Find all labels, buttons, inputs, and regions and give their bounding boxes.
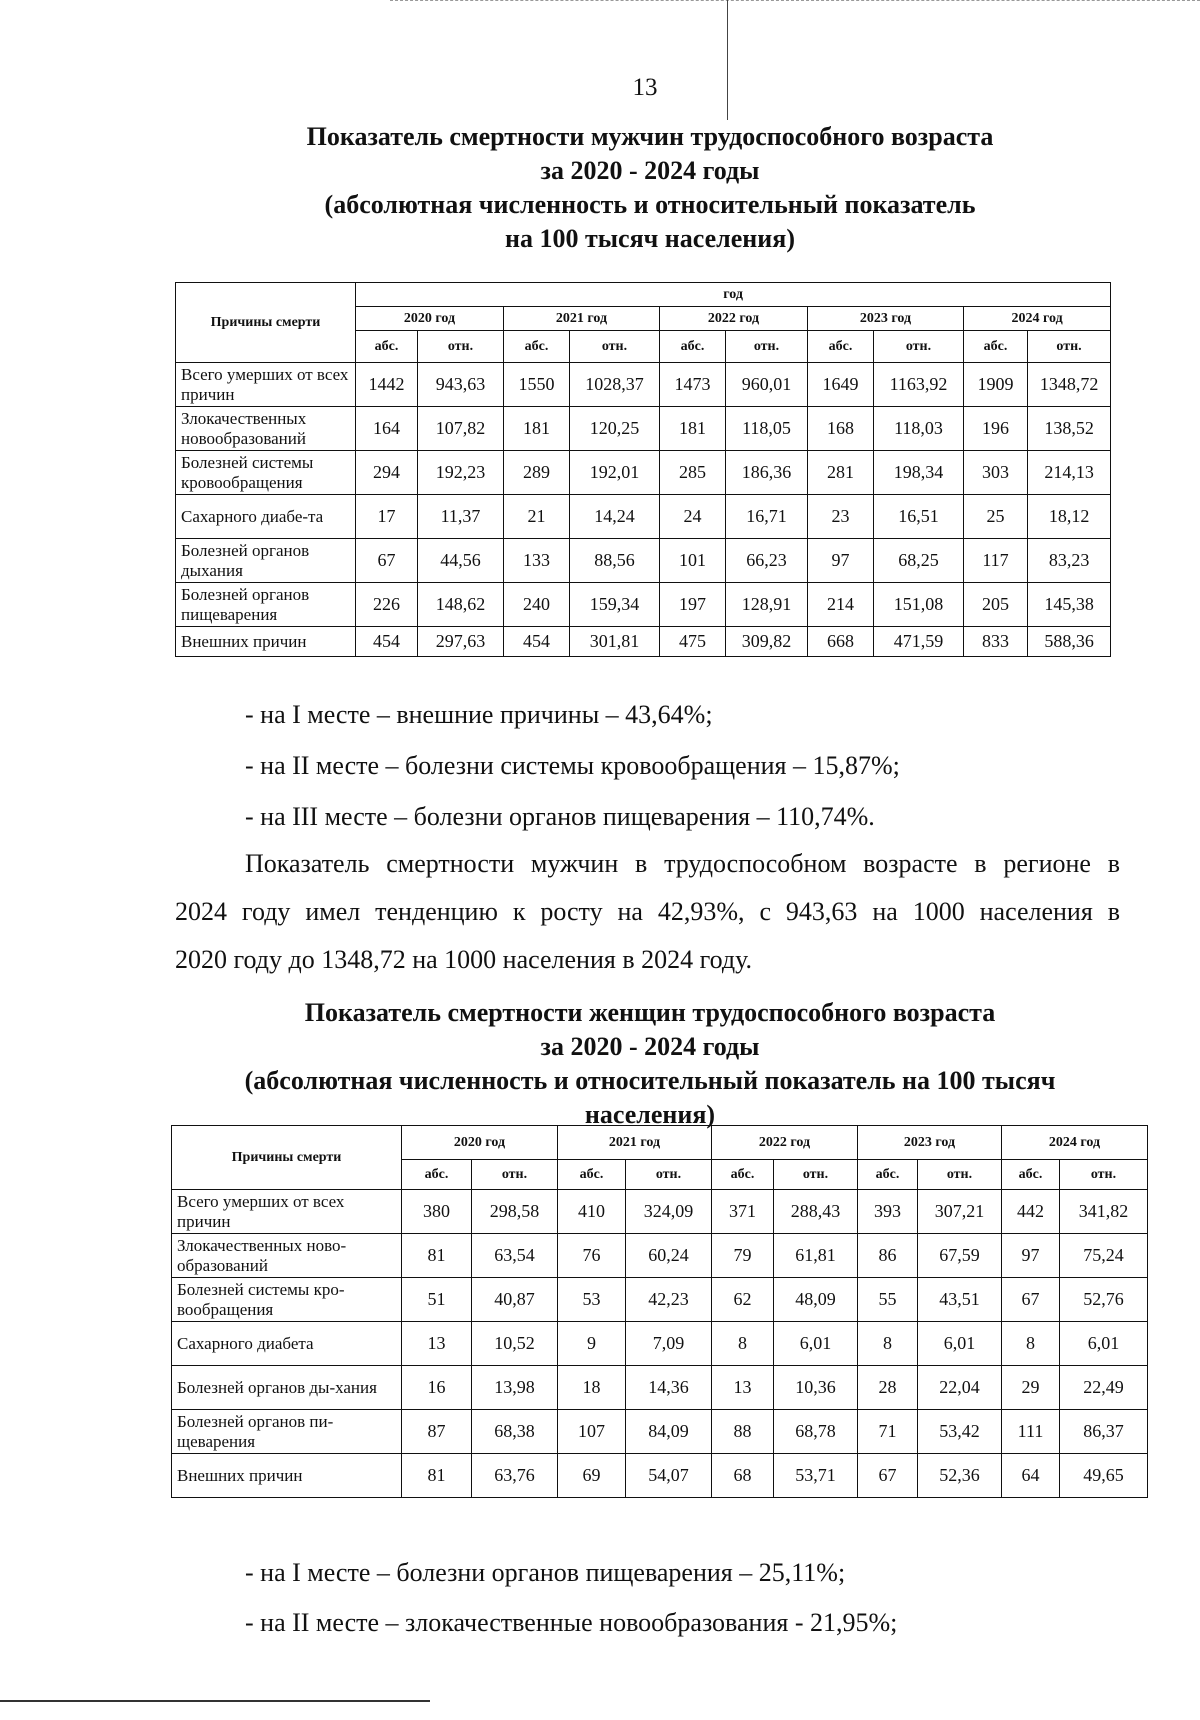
abs-value-cell: 76 (558, 1234, 626, 1278)
cause-header: Причины смерти (176, 283, 356, 363)
abs-value-cell: 1473 (660, 363, 726, 407)
abs-value-cell: 294 (356, 451, 418, 495)
abs-value-cell: 133 (504, 539, 570, 583)
rel-value-cell: 297,63 (418, 627, 504, 657)
cause-cell: Болезней органов дыхания (176, 539, 356, 583)
rel-value-cell: 307,21 (918, 1190, 1002, 1234)
year-header: 2022 год (712, 1126, 858, 1160)
rel-value-cell: 145,38 (1028, 583, 1111, 627)
rel-value-cell: 6,01 (918, 1322, 1002, 1366)
men-summary-paragraph (175, 840, 1120, 984)
rel-value-cell: 52,76 (1060, 1278, 1148, 1322)
year-group-header: год (356, 283, 1111, 307)
table-row (172, 1454, 1148, 1498)
abs-value-cell: 9 (558, 1322, 626, 1366)
table-row (176, 495, 1111, 539)
paragraph-line: Показатель смертности мужчин в трудоспособном возрасте в регионе в (245, 849, 1120, 878)
men-table-title (150, 120, 1150, 256)
abs-value-cell: 107 (558, 1410, 626, 1454)
abs-value-cell: 196 (964, 407, 1028, 451)
rel-subheader: отн. (1028, 331, 1111, 363)
abs-subheader: абс. (808, 331, 874, 363)
rel-value-cell: 214,13 (1028, 451, 1111, 495)
rel-value-cell: 301,81 (570, 627, 660, 657)
year-header: 2021 год (504, 307, 660, 331)
abs-value-cell: 289 (504, 451, 570, 495)
rel-value-cell: 138,52 (1028, 407, 1111, 451)
abs-value-cell: 13 (712, 1366, 774, 1410)
rel-subheader: отн. (726, 331, 808, 363)
abs-value-cell: 371 (712, 1190, 774, 1234)
table-row (176, 627, 1111, 657)
cause-cell: Сахарного диабе-та (176, 495, 356, 539)
rel-value-cell: 1348,72 (1028, 363, 1111, 407)
scan-top-edge (390, 0, 1200, 1)
abs-value-cell: 67 (858, 1454, 918, 1498)
rel-value-cell: 68,25 (874, 539, 964, 583)
abs-value-cell: 240 (504, 583, 570, 627)
rel-value-cell: 118,03 (874, 407, 964, 451)
abs-value-cell: 13 (402, 1322, 472, 1366)
rel-value-cell: 198,34 (874, 451, 964, 495)
abs-value-cell: 16 (402, 1366, 472, 1410)
abs-value-cell: 197 (660, 583, 726, 627)
rel-value-cell: 151,08 (874, 583, 964, 627)
cause-cell: Болезней органов ды-хания (172, 1366, 402, 1410)
cause-header: Причины смерти (172, 1126, 402, 1190)
page-number: 13 (632, 74, 658, 101)
abs-value-cell: 380 (402, 1190, 472, 1234)
rel-value-cell: 44,56 (418, 539, 504, 583)
women-title-line: (абсолютная численность и относительный показатель на 100 тысяч (244, 1066, 1056, 1095)
cause-cell: Злокачественных новообразований (176, 407, 356, 451)
rel-value-cell: 7,09 (626, 1322, 712, 1366)
rel-value-cell: 40,87 (472, 1278, 558, 1322)
rel-value-cell: 54,07 (626, 1454, 712, 1498)
abs-value-cell: 303 (964, 451, 1028, 495)
rel-value-cell: 88,56 (570, 539, 660, 583)
abs-value-cell: 81 (402, 1454, 472, 1498)
abs-value-cell: 8 (858, 1322, 918, 1366)
abs-value-cell: 1649 (808, 363, 874, 407)
abs-value-cell: 29 (1002, 1366, 1060, 1410)
cause-cell: Болезней системы кро-вообращения (172, 1278, 402, 1322)
rel-value-cell: 309,82 (726, 627, 808, 657)
abs-value-cell: 226 (356, 583, 418, 627)
abs-value-cell: 64 (1002, 1454, 1060, 1498)
year-header: 2023 год (808, 307, 964, 331)
men-mortality-table (175, 282, 1111, 657)
rel-value-cell: 63,54 (472, 1234, 558, 1278)
rel-value-cell: 288,43 (774, 1190, 858, 1234)
table-row (176, 583, 1111, 627)
rel-subheader: отн. (418, 331, 504, 363)
abs-value-cell: 18 (558, 1366, 626, 1410)
paragraph-line: 2024 году имел тенденцию к росту на 42,93%, с 943,63 на 1000 населения в (175, 897, 1120, 926)
rel-value-cell: 43,51 (918, 1278, 1002, 1322)
abs-subheader: абс. (356, 331, 418, 363)
cause-cell: Злокачественных ново-образований (172, 1234, 402, 1278)
men-rank-1: - на I месте – внешние причины – 43,64%; (245, 700, 713, 729)
rel-value-cell: 86,37 (1060, 1410, 1148, 1454)
rel-subheader: отн. (1060, 1160, 1148, 1190)
rel-value-cell: 14,36 (626, 1366, 712, 1410)
rel-value-cell: 159,34 (570, 583, 660, 627)
table-row (176, 363, 1111, 407)
men-title-line: на 100 тысяч населения) (504, 224, 795, 253)
abs-value-cell: 51 (402, 1278, 472, 1322)
abs-value-cell: 55 (858, 1278, 918, 1322)
table-row (172, 1234, 1148, 1278)
rel-value-cell: 107,82 (418, 407, 504, 451)
abs-value-cell: 1550 (504, 363, 570, 407)
rel-value-cell: 1028,37 (570, 363, 660, 407)
abs-value-cell: 442 (1002, 1190, 1060, 1234)
year-header: 2024 год (1002, 1126, 1148, 1160)
rel-value-cell: 943,63 (418, 363, 504, 407)
rel-value-cell: 16,51 (874, 495, 964, 539)
abs-value-cell: 68 (712, 1454, 774, 1498)
abs-value-cell: 69 (558, 1454, 626, 1498)
rel-value-cell: 83,23 (1028, 539, 1111, 583)
rel-value-cell: 298,58 (472, 1190, 558, 1234)
rel-value-cell: 10,52 (472, 1322, 558, 1366)
rel-value-cell: 120,25 (570, 407, 660, 451)
cause-cell: Сахарного диабета (172, 1322, 402, 1366)
abs-subheader: абс. (858, 1160, 918, 1190)
year-header: 2022 год (660, 307, 808, 331)
rel-value-cell: 192,23 (418, 451, 504, 495)
rel-value-cell: 53,71 (774, 1454, 858, 1498)
abs-value-cell: 833 (964, 627, 1028, 657)
abs-value-cell: 1442 (356, 363, 418, 407)
men-rank-3: - на III месте – болезни органов пищеварения – 110,74%. (245, 802, 875, 831)
rel-value-cell: 14,24 (570, 495, 660, 539)
women-mortality-table (171, 1125, 1148, 1498)
rel-value-cell: 68,38 (472, 1410, 558, 1454)
year-header: 2020 год (402, 1126, 558, 1160)
women-title-line: за 2020 - 2024 годы (540, 1032, 760, 1061)
abs-value-cell: 8 (1002, 1322, 1060, 1366)
abs-value-cell: 79 (712, 1234, 774, 1278)
cause-cell: Болезней органов пищеварения (176, 583, 356, 627)
abs-value-cell: 17 (356, 495, 418, 539)
abs-subheader: абс. (402, 1160, 472, 1190)
abs-value-cell: 454 (356, 627, 418, 657)
rel-value-cell: 128,91 (726, 583, 808, 627)
table-row (176, 451, 1111, 495)
table-row (172, 1278, 1148, 1322)
paragraph-line: 2020 году до 1348,72 на 1000 населения в 2024 году. (175, 945, 753, 974)
abs-value-cell: 393 (858, 1190, 918, 1234)
table-row (176, 539, 1111, 583)
cause-cell: Болезней системы кровообращения (176, 451, 356, 495)
rel-value-cell: 960,01 (726, 363, 808, 407)
year-header: 2023 год (858, 1126, 1002, 1160)
rel-value-cell: 48,09 (774, 1278, 858, 1322)
men-rank-2: - на II месте – болезни системы кровообращения – 15,87%; (245, 751, 900, 780)
abs-subheader: абс. (660, 331, 726, 363)
rel-value-cell: 11,37 (418, 495, 504, 539)
rel-value-cell: 118,05 (726, 407, 808, 451)
scan-fold-line (727, 0, 728, 120)
rel-value-cell: 13,98 (472, 1366, 558, 1410)
women-title-line: населения) (584, 1100, 716, 1129)
rel-value-cell: 22,49 (1060, 1366, 1148, 1410)
rel-subheader: отн. (570, 331, 660, 363)
rel-value-cell: 22,04 (918, 1366, 1002, 1410)
abs-subheader: абс. (712, 1160, 774, 1190)
rel-value-cell: 66,23 (726, 539, 808, 583)
abs-value-cell: 62 (712, 1278, 774, 1322)
rel-subheader: отн. (472, 1160, 558, 1190)
cause-cell: Болезней органов пи-щеварения (172, 1410, 402, 1454)
rel-subheader: отн. (874, 331, 964, 363)
abs-value-cell: 53 (558, 1278, 626, 1322)
rel-value-cell: 84,09 (626, 1410, 712, 1454)
abs-value-cell: 23 (808, 495, 874, 539)
table-row (172, 1190, 1148, 1234)
women-rank-1: - на I месте – болезни органов пищеварения – 25,11%; (245, 1558, 846, 1587)
abs-value-cell: 28 (858, 1366, 918, 1410)
rel-value-cell: 471,59 (874, 627, 964, 657)
rel-value-cell: 10,36 (774, 1366, 858, 1410)
abs-value-cell: 87 (402, 1410, 472, 1454)
women-title-line: Показатель смертности женщин трудоспособного возраста (304, 998, 996, 1027)
cause-cell: Всего умерших от всех причин (172, 1190, 402, 1234)
rel-value-cell: 75,24 (1060, 1234, 1148, 1278)
rel-value-cell: 6,01 (774, 1322, 858, 1366)
cause-cell: Внешних причин (172, 1454, 402, 1498)
rel-subheader: отн. (774, 1160, 858, 1190)
abs-subheader: абс. (1002, 1160, 1060, 1190)
abs-value-cell: 67 (356, 539, 418, 583)
women-rank-2: - на II месте – злокачественные новообразования - 21,95%; (245, 1608, 898, 1637)
table-row (176, 407, 1111, 451)
rel-value-cell: 68,78 (774, 1410, 858, 1454)
abs-value-cell: 214 (808, 583, 874, 627)
rel-value-cell: 1163,92 (874, 363, 964, 407)
rel-value-cell: 6,01 (1060, 1322, 1148, 1366)
year-header: 2024 год (964, 307, 1111, 331)
table-row (172, 1322, 1148, 1366)
rel-value-cell: 341,82 (1060, 1190, 1148, 1234)
abs-value-cell: 475 (660, 627, 726, 657)
rel-value-cell: 16,71 (726, 495, 808, 539)
table-row (172, 1410, 1148, 1454)
rel-value-cell: 63,76 (472, 1454, 558, 1498)
abs-value-cell: 67 (1002, 1278, 1060, 1322)
abs-value-cell: 88 (712, 1410, 774, 1454)
abs-value-cell: 86 (858, 1234, 918, 1278)
rel-value-cell: 148,62 (418, 583, 504, 627)
abs-value-cell: 181 (504, 407, 570, 451)
rel-value-cell: 53,42 (918, 1410, 1002, 1454)
rel-value-cell: 49,65 (1060, 1454, 1148, 1498)
abs-value-cell: 281 (808, 451, 874, 495)
rel-value-cell: 67,59 (918, 1234, 1002, 1278)
abs-value-cell: 1909 (964, 363, 1028, 407)
rel-value-cell: 192,01 (570, 451, 660, 495)
rel-value-cell: 60,24 (626, 1234, 712, 1278)
abs-value-cell: 8 (712, 1322, 774, 1366)
rel-subheader: отн. (626, 1160, 712, 1190)
cause-cell: Внешних причин (176, 627, 356, 657)
abs-value-cell: 205 (964, 583, 1028, 627)
men-title-line: (абсолютная численность и относительный показатель (324, 190, 976, 219)
abs-subheader: абс. (558, 1160, 626, 1190)
men-title-line: Показатель смертности мужчин трудоспособного возраста (306, 122, 994, 151)
abs-value-cell: 97 (1002, 1234, 1060, 1278)
abs-value-cell: 285 (660, 451, 726, 495)
rel-value-cell: 588,36 (1028, 627, 1111, 657)
abs-value-cell: 454 (504, 627, 570, 657)
men-title-line: за 2020 - 2024 годы (540, 156, 760, 185)
rel-value-cell: 324,09 (626, 1190, 712, 1234)
abs-value-cell: 24 (660, 495, 726, 539)
abs-value-cell: 101 (660, 539, 726, 583)
rel-value-cell: 186,36 (726, 451, 808, 495)
abs-subheader: абс. (504, 331, 570, 363)
abs-value-cell: 97 (808, 539, 874, 583)
abs-value-cell: 81 (402, 1234, 472, 1278)
abs-value-cell: 25 (964, 495, 1028, 539)
abs-value-cell: 111 (1002, 1410, 1060, 1454)
abs-value-cell: 668 (808, 627, 874, 657)
rel-value-cell: 61,81 (774, 1234, 858, 1278)
abs-value-cell: 71 (858, 1410, 918, 1454)
scan-bottom-rule (0, 1700, 430, 1702)
cause-cell: Всего умерших от всех причин (176, 363, 356, 407)
year-header: 2020 год (356, 307, 504, 331)
rel-value-cell: 18,12 (1028, 495, 1111, 539)
abs-value-cell: 21 (504, 495, 570, 539)
table-row (172, 1366, 1148, 1410)
women-table-title (150, 996, 1150, 1132)
abs-value-cell: 117 (964, 539, 1028, 583)
abs-value-cell: 181 (660, 407, 726, 451)
rel-subheader: отн. (918, 1160, 1002, 1190)
rel-value-cell: 52,36 (918, 1454, 1002, 1498)
abs-value-cell: 410 (558, 1190, 626, 1234)
abs-value-cell: 168 (808, 407, 874, 451)
abs-subheader: абс. (964, 331, 1028, 363)
abs-value-cell: 164 (356, 407, 418, 451)
rel-value-cell: 42,23 (626, 1278, 712, 1322)
year-header: 2021 год (558, 1126, 712, 1160)
